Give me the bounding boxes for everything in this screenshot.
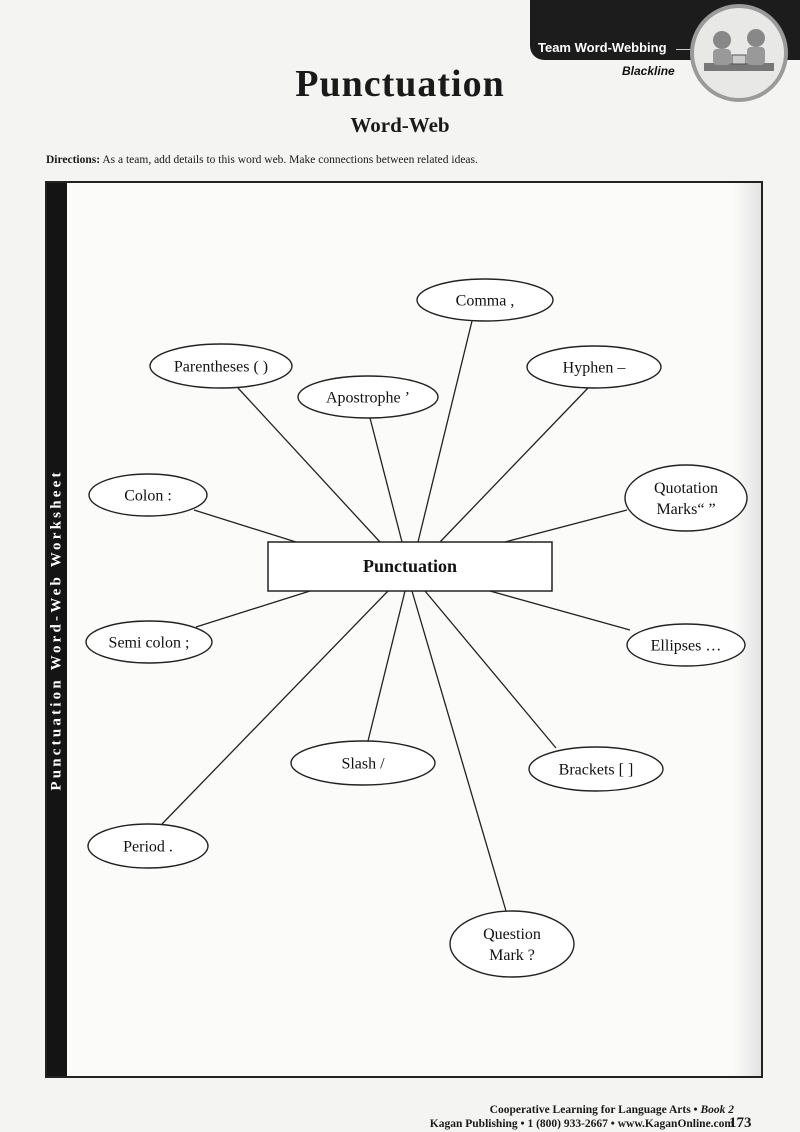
node-colon[interactable] — [89, 474, 207, 516]
connector-brackets — [425, 591, 556, 748]
node-label: Colon : — [124, 487, 172, 505]
node-label: Brackets [ ] — [558, 761, 634, 779]
node-brackets[interactable] — [529, 747, 663, 791]
node-comma[interactable] — [417, 279, 553, 321]
page-title: Punctuation — [295, 63, 505, 105]
directions-label: Directions: — [46, 154, 101, 166]
connector-semicolon — [196, 591, 310, 627]
node-parentheses[interactable] — [150, 344, 292, 388]
node-label: Question — [483, 926, 541, 943]
node-label: Mark ? — [489, 947, 535, 964]
node-label: Parentheses ( ) — [173, 358, 269, 376]
connector-apostrophe — [370, 418, 402, 542]
node-label: Quotation — [654, 480, 718, 497]
connector-question-mark — [412, 591, 506, 911]
node-label: Hyphen – — [562, 359, 626, 377]
node-slash[interactable] — [291, 741, 435, 785]
connector-comma — [418, 321, 472, 542]
node-label: Semi colon ; — [108, 634, 190, 652]
node-quotation-marks[interactable] — [625, 465, 747, 531]
node-label: Comma , — [455, 292, 515, 310]
directions-text: As a team, add details to this word web. Make connections between related ideas. — [102, 154, 478, 166]
footer-book-prefix: Cooperative Learning for Language Arts • — [489, 1104, 698, 1116]
node-oval — [450, 911, 574, 977]
node-question-mark[interactable] — [450, 911, 574, 977]
center-label: Punctuation — [362, 556, 458, 576]
node-label: Slash / — [341, 755, 385, 773]
connector-ellipses — [490, 591, 630, 630]
footer-book-title: Book 2 — [700, 1104, 734, 1116]
connector-hyphen — [440, 388, 588, 542]
node-label: Apostrophe ’ — [326, 389, 410, 407]
footer-publisher: Kagan Publishing • 1 (800) 933-2667 • www.KaganOnline.com — [429, 1118, 734, 1130]
node-semicolon[interactable] — [86, 621, 212, 663]
page-subtitle: Word-Web — [350, 113, 450, 137]
node-ellipses[interactable] — [627, 624, 745, 666]
connector-colon — [194, 510, 296, 542]
footer-book — [490, 1104, 734, 1116]
node-label: Ellipses … — [650, 637, 722, 655]
node-oval — [625, 465, 747, 531]
page-number: 173 — [729, 1115, 752, 1131]
connector-slash — [368, 591, 405, 741]
side-label: Punctuation Word-Web Worksheet — [48, 468, 65, 791]
node-label: Period . — [123, 838, 173, 856]
node-label: Marks“ ” — [656, 501, 716, 518]
node-hyphen[interactable] — [527, 346, 661, 388]
connector-period — [162, 591, 388, 824]
node-apostrophe[interactable] — [298, 376, 438, 418]
tab-label: Team Word-Webbing — [538, 40, 667, 55]
connector-quotation-marks — [505, 510, 627, 542]
center-node[interactable] — [268, 542, 552, 591]
tab-sublabel: Blackline — [622, 64, 675, 78]
node-period[interactable] — [88, 824, 208, 868]
